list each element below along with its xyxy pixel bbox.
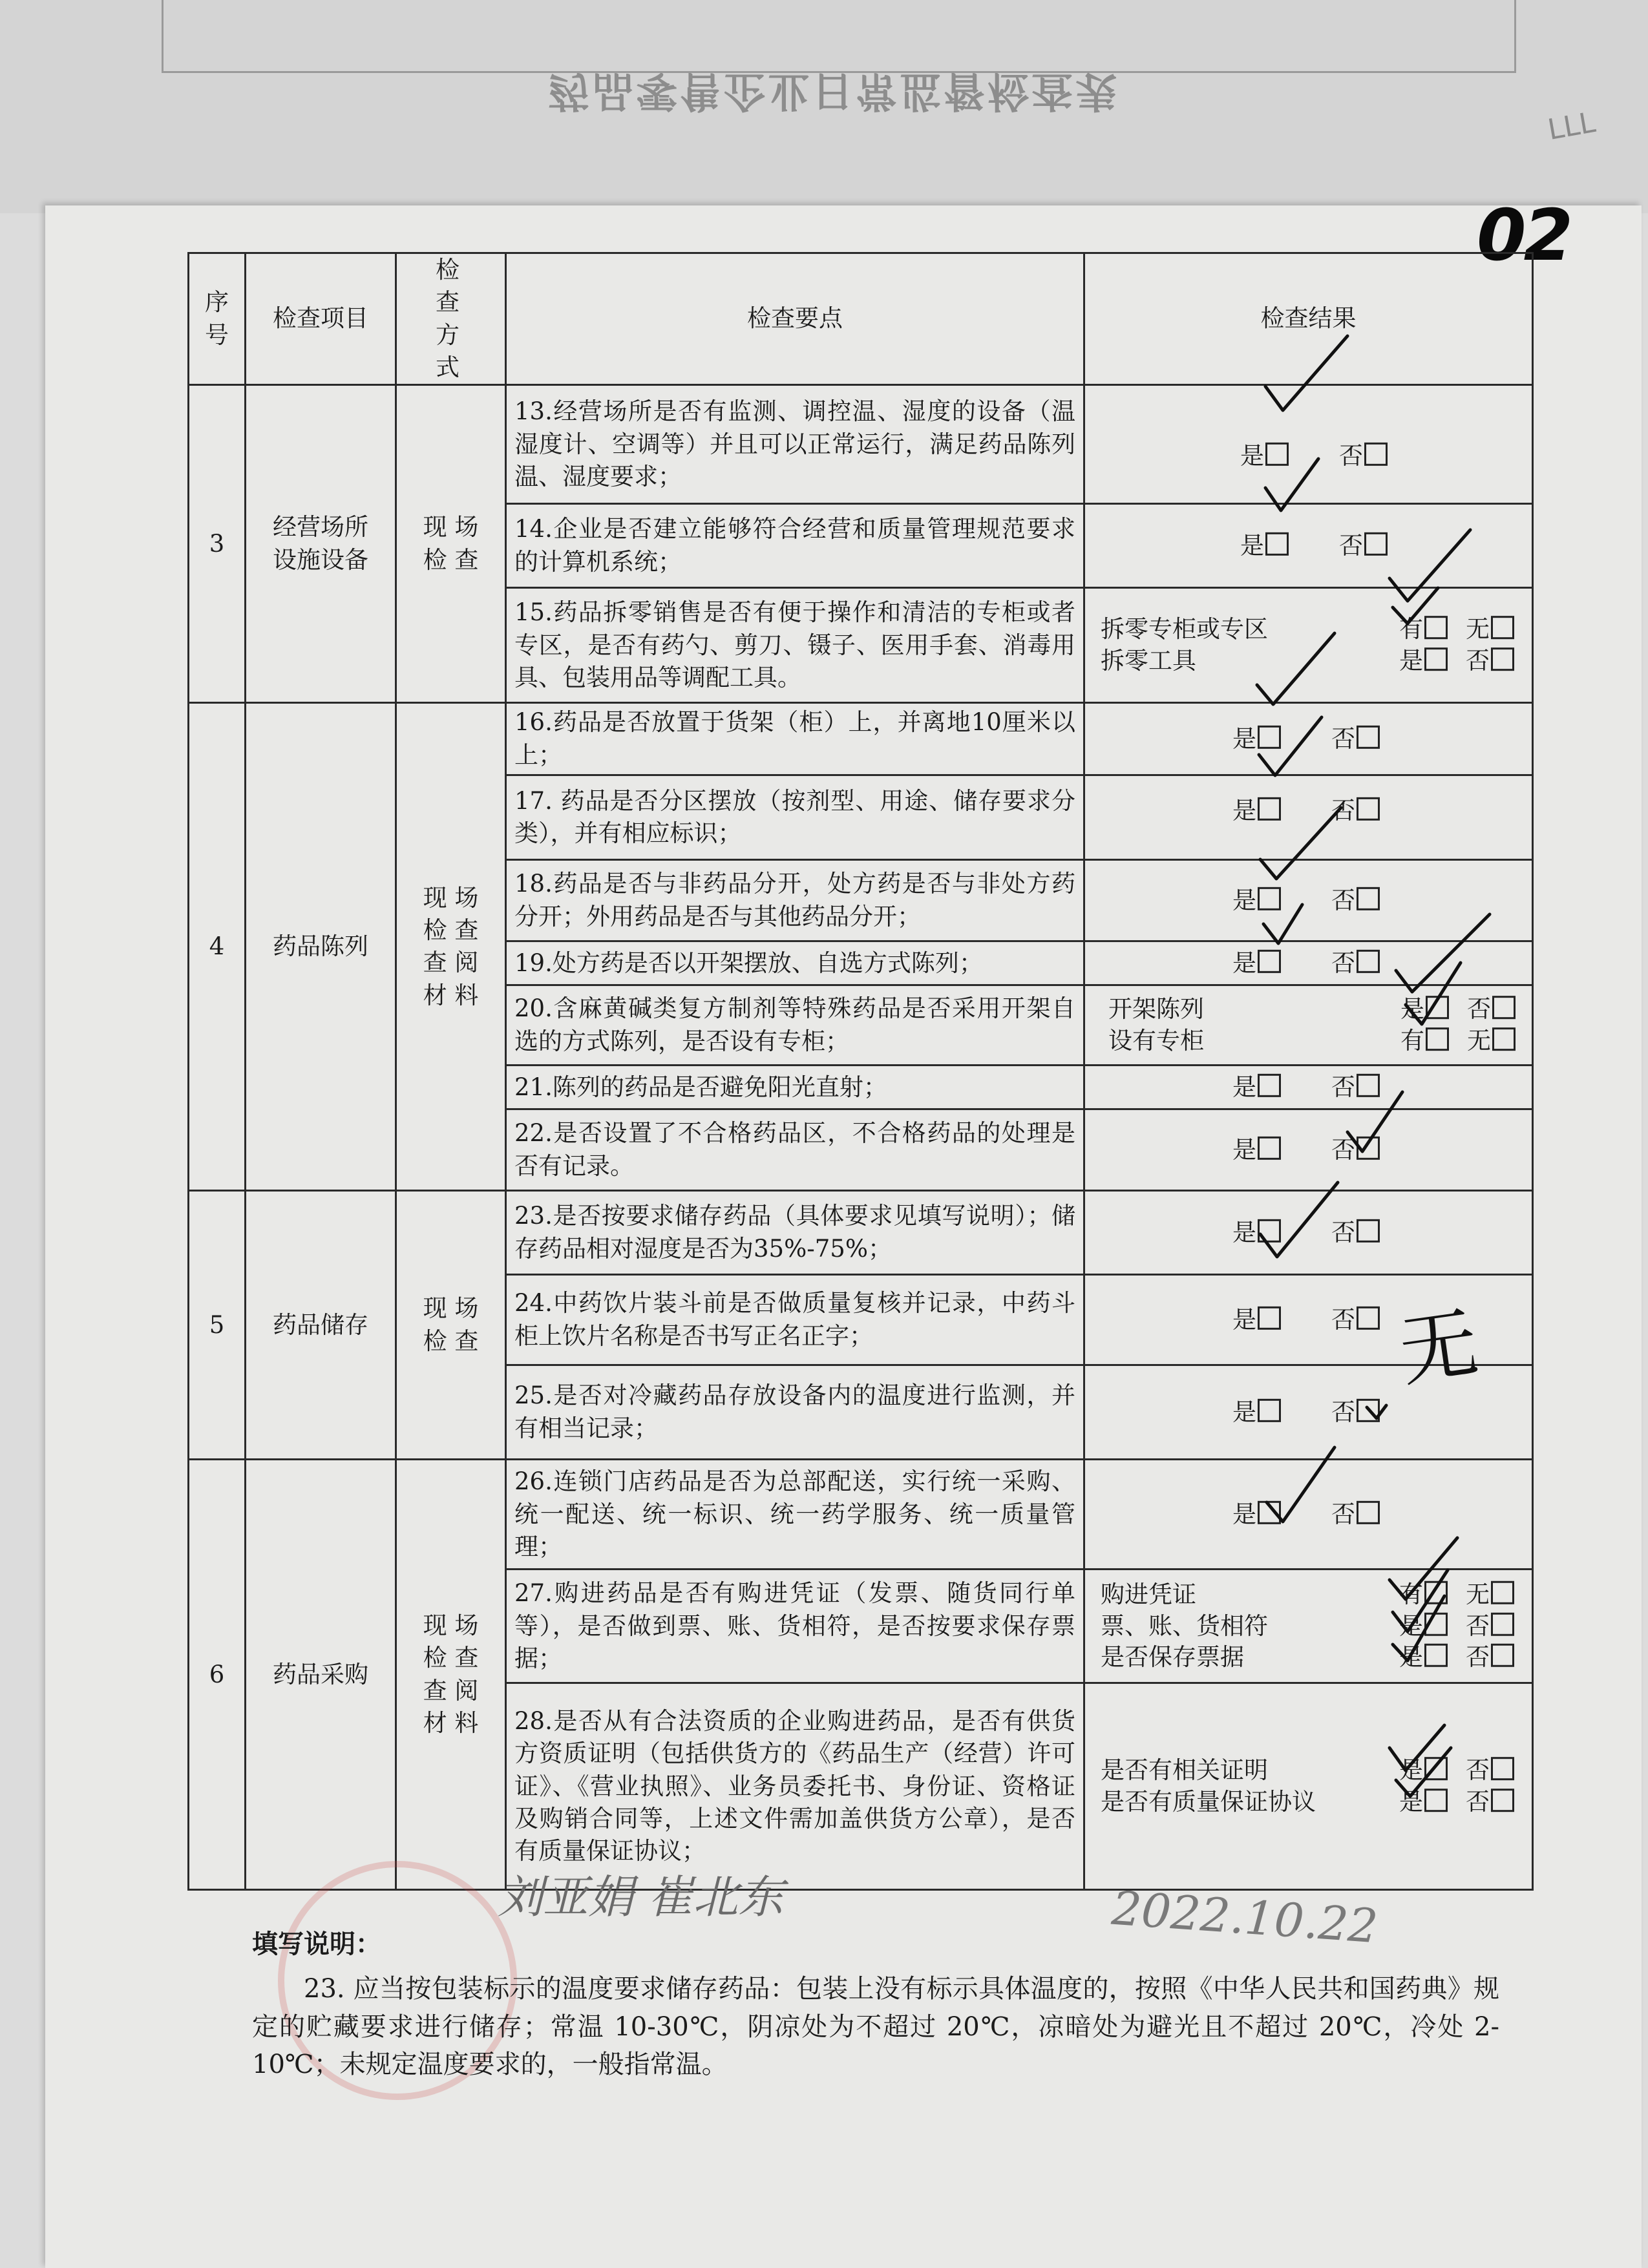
- yes-option[interactable]: 是: [1232, 1071, 1281, 1104]
- point-21: 21.陈列的药品是否避免阳光直射；: [506, 1066, 1084, 1109]
- checkbox[interactable]: [1258, 1137, 1281, 1160]
- checkbox[interactable]: [1426, 996, 1449, 1019]
- result-20: [1084, 985, 1533, 1066]
- yes-option[interactable]: 是: [1232, 885, 1281, 917]
- result-23: [1084, 1191, 1533, 1275]
- checkbox[interactable]: [1424, 1612, 1448, 1635]
- checkbox[interactable]: [1491, 1789, 1514, 1812]
- table-row: [189, 385, 1533, 504]
- point-14: 14.企业是否建立能够符合经营和质量管理规范要求的计算机系统；: [506, 504, 1084, 588]
- handwritten-date: 2022.10.22: [1110, 1880, 1380, 1954]
- have-option[interactable]: 有: [1399, 1579, 1448, 1611]
- checkbox[interactable]: [1424, 1757, 1448, 1780]
- checkbox[interactable]: [1357, 1307, 1380, 1330]
- checkbox[interactable]: [1258, 887, 1281, 910]
- result-17: [1084, 775, 1533, 860]
- header-method: 检查方式: [396, 253, 506, 385]
- point-13: 13.经营场所是否有监测、调控温、湿度的设备（温湿度计、空调等）并且可以正常运行，满足药品陈列温、湿度要求；: [506, 385, 1084, 504]
- checkbox[interactable]: [1424, 647, 1448, 671]
- checkbox[interactable]: [1364, 443, 1388, 466]
- no-option[interactable]: 否: [1331, 1217, 1380, 1249]
- point-24: 24.中药饮片装斗前是否做质量复核并记录，中药斗柜上饮片名称是否书写正名正字；: [506, 1275, 1084, 1365]
- checkbox[interactable]: [1491, 616, 1514, 639]
- checkbox[interactable]: [1357, 950, 1380, 973]
- no-option[interactable]: 否: [1466, 1610, 1514, 1642]
- checkbox[interactable]: [1426, 1027, 1449, 1051]
- result-25: [1084, 1365, 1533, 1460]
- result-16: [1084, 703, 1533, 775]
- checkbox[interactable]: [1357, 797, 1380, 821]
- no-option[interactable]: 否: [1467, 994, 1516, 1025]
- table-row: [189, 1460, 1533, 1570]
- no-option[interactable]: 否: [1331, 885, 1380, 917]
- point-26: 26.连锁门店药品是否为总部配送，实行统一采购、统一配送、统一标识、统一药学服务、统一质量管理；: [506, 1460, 1084, 1570]
- point-19: 19.处方药是否以开架摆放、自选方式陈列；: [506, 941, 1084, 985]
- top-right-scribble: LLL: [1545, 106, 1598, 147]
- point-17: 17. 药品是否分区摆放（按剂型、用途、储存要求分类），并有相应标识；: [506, 775, 1084, 860]
- underlying-sheet-title: 药品零售企业日常监督检查表: [548, 67, 1119, 115]
- yes-option[interactable]: 是: [1399, 1642, 1448, 1674]
- point-27: 27.购进药品是否有购进凭证（发票、随货同行单等），是否做到票、账、货相符，是否按要求保存票据；: [506, 1570, 1084, 1683]
- no-option[interactable]: 否: [1466, 646, 1514, 677]
- sub-label: 拆零工具: [1101, 646, 1196, 675]
- inspection-table: [187, 252, 1534, 1891]
- checkbox[interactable]: [1258, 1307, 1281, 1330]
- yes-option[interactable]: 是: [1232, 723, 1281, 755]
- checkbox[interactable]: [1258, 1399, 1281, 1422]
- group-4-method: 现 场 检 查 查 阅 材 料: [396, 703, 506, 1191]
- point-16: 16.药品是否放置于货架（柜）上，并离地10厘米以上；: [506, 703, 1084, 775]
- yes-option[interactable]: 是: [1240, 440, 1289, 472]
- sub-label: 票、账、货相符: [1101, 1612, 1268, 1640]
- result-21: [1084, 1066, 1533, 1109]
- checkbox[interactable]: [1491, 1581, 1514, 1604]
- point-25: 25.是否对冷藏药品存放设备内的温度进行监测，并有相当记录；: [506, 1365, 1084, 1460]
- checkbox[interactable]: [1424, 1581, 1448, 1604]
- header-points: 检查要点: [506, 253, 1084, 385]
- yes-option[interactable]: 是: [1232, 795, 1281, 827]
- checkbox[interactable]: [1491, 1644, 1514, 1667]
- no-option[interactable]: 否: [1331, 795, 1380, 827]
- group-5-method: 现 场 检 查: [396, 1191, 506, 1460]
- result-18: [1084, 860, 1533, 941]
- no-option[interactable]: 否: [1466, 1755, 1514, 1787]
- checkbox[interactable]: [1258, 1219, 1281, 1243]
- handwritten-none-mark: 无: [1394, 1298, 1484, 1398]
- checkbox[interactable]: [1357, 1219, 1380, 1243]
- checkbox[interactable]: [1258, 726, 1281, 749]
- no-option[interactable]: 否: [1331, 1396, 1380, 1429]
- group-5-no: 5: [189, 1191, 246, 1460]
- header-result: 检查结果: [1084, 253, 1533, 385]
- inspector-signature: 刘亚娟 崔北东: [498, 1871, 784, 1924]
- point-20: 20.含麻黄碱类复方制剂等特殊药品是否采用开架自选的方式陈列，是否设有专柜；: [506, 985, 1084, 1066]
- header-no: 序号: [189, 253, 246, 385]
- checkbox[interactable]: [1357, 726, 1380, 749]
- group-6-no: 6: [189, 1460, 246, 1890]
- checkbox[interactable]: [1265, 532, 1289, 556]
- no-option[interactable]: 否: [1466, 1642, 1514, 1674]
- result-27: [1084, 1570, 1533, 1683]
- checkbox[interactable]: [1424, 616, 1448, 639]
- yes-option[interactable]: 是: [1232, 1304, 1281, 1336]
- checkbox[interactable]: [1357, 1501, 1380, 1524]
- group-3-item: 经营场所 设施设备: [246, 385, 396, 703]
- yes-option[interactable]: 是: [1400, 994, 1449, 1025]
- checkbox[interactable]: [1491, 1757, 1514, 1780]
- sub-label: 设有专柜: [1108, 1026, 1204, 1055]
- no-option[interactable]: 否: [1466, 1787, 1514, 1818]
- checkbox[interactable]: [1265, 443, 1289, 466]
- underlying-table-edge: [162, 0, 1516, 73]
- checkbox[interactable]: [1258, 950, 1281, 973]
- checkbox[interactable]: [1258, 1074, 1281, 1097]
- sub-label: 是否有质量保证协议: [1101, 1787, 1316, 1816]
- header-item: 检查项目: [246, 253, 396, 385]
- checkbox[interactable]: [1357, 1137, 1380, 1160]
- sub-label: 购进凭证: [1101, 1580, 1196, 1608]
- result-24: [1084, 1275, 1533, 1365]
- result-28: [1084, 1683, 1533, 1890]
- no-option[interactable]: 否: [1339, 530, 1388, 562]
- yes-option[interactable]: 是: [1232, 1498, 1281, 1531]
- group-4-no: 4: [189, 703, 246, 1191]
- checkbox[interactable]: [1424, 1644, 1448, 1667]
- point-28: 28.是否从有合法资质的企业购进药品，是否有供货方资质证明（包括供货方的《药品生产（经营）许可证》、《营业执照》、业务员委托书、身份证、资格证及购销合同等，上述文件需加盖供货方公章），是否有质量保证协议；: [506, 1683, 1084, 1890]
- yes-option[interactable]: 是: [1399, 1787, 1448, 1818]
- point-23: 23.是否按要求储存药品（具体要求见填写说明）；储存药品相对湿度是否为35%-75%；: [506, 1191, 1084, 1275]
- group-6-method: 现 场 检 查 查 阅 材 料: [396, 1460, 506, 1890]
- underlying-sheet: [0, 0, 1648, 213]
- checkbox[interactable]: [1357, 1074, 1380, 1097]
- yes-option[interactable]: 是: [1232, 1134, 1281, 1166]
- yes-option[interactable]: 是: [1240, 530, 1289, 562]
- filling-instructions: [252, 1926, 1499, 2084]
- point-22: 22.是否设置了不合格药品区，不合格药品的处理是否有记录。: [506, 1109, 1084, 1191]
- checkbox[interactable]: [1357, 1399, 1380, 1422]
- no-option[interactable]: 否: [1331, 1304, 1380, 1336]
- checkbox[interactable]: [1491, 1612, 1514, 1635]
- checkbox[interactable]: [1491, 647, 1514, 671]
- checkbox[interactable]: [1258, 797, 1281, 821]
- group-6-item: 药品采购: [246, 1460, 396, 1890]
- none-option[interactable]: 无: [1466, 1579, 1514, 1611]
- sub-label: 开架陈列: [1108, 994, 1204, 1023]
- checkbox[interactable]: [1357, 887, 1380, 910]
- no-option[interactable]: 否: [1339, 440, 1388, 472]
- checkbox[interactable]: [1492, 1027, 1516, 1051]
- checkbox[interactable]: [1492, 996, 1516, 1019]
- sub-label: 是否保存票据: [1101, 1643, 1244, 1672]
- group-3-method: 现 场 检 查: [396, 385, 506, 703]
- result-14: [1084, 504, 1533, 588]
- sub-label: 拆零专柜或专区: [1101, 614, 1268, 643]
- none-option[interactable]: 无: [1467, 1025, 1516, 1057]
- checkbox[interactable]: [1424, 1789, 1448, 1812]
- result-13: [1084, 385, 1533, 504]
- yes-option[interactable]: 是: [1399, 646, 1448, 677]
- have-option[interactable]: 有: [1399, 614, 1448, 646]
- result-22: [1084, 1109, 1533, 1191]
- no-option[interactable]: 否: [1331, 947, 1380, 980]
- table-row: [189, 1191, 1533, 1275]
- page-number: 02: [1477, 194, 1571, 277]
- none-option[interactable]: 无: [1466, 614, 1514, 646]
- no-option[interactable]: 否: [1331, 723, 1380, 755]
- group-3-no: 3: [189, 385, 246, 703]
- point-15: 15.药品拆零销售是否有便于操作和清洁的专柜或者专区，是否有药勺、剪刀、镊子、医用手套、消毒用具、包装用品等调配工具。: [506, 588, 1084, 703]
- instructions-text: 23. 应当按包装标示的温度要求储存药品：包装上没有标示具体温度的，按照《中华人民共和国药典》规定的贮藏要求进行储存；常温 10-30℃，阴凉处为不超过 20℃，凉暗处为避光且不超过 20℃，冷处 2-10℃；未规定温度要求的，一般指常温。: [252, 1973, 1499, 2080]
- checkbox[interactable]: [1364, 532, 1388, 556]
- yes-option[interactable]: 是: [1399, 1610, 1448, 1642]
- group-5-item: 药品储存: [246, 1191, 396, 1460]
- table-row: [189, 703, 1533, 775]
- sub-label: 是否有相关证明: [1101, 1756, 1268, 1784]
- have-option[interactable]: 有: [1400, 1025, 1449, 1057]
- no-option[interactable]: 否: [1331, 1498, 1380, 1531]
- group-4-item: 药品陈列: [246, 703, 396, 1191]
- no-option[interactable]: 否: [1331, 1071, 1380, 1104]
- point-18: 18.药品是否与非药品分开，处方药是否与非处方药分开；外用药品是否与其他药品分开；: [506, 860, 1084, 941]
- instructions-title: 填写说明：: [252, 1929, 381, 1959]
- yes-option[interactable]: 是: [1232, 1217, 1281, 1249]
- result-15: [1084, 588, 1533, 703]
- table-header-row: [189, 253, 1533, 385]
- yes-option[interactable]: 是: [1399, 1755, 1448, 1787]
- yes-option[interactable]: 是: [1232, 1396, 1281, 1429]
- result-19: [1084, 941, 1533, 985]
- no-option[interactable]: 否: [1331, 1134, 1380, 1166]
- result-26: [1084, 1460, 1533, 1570]
- yes-option[interactable]: 是: [1232, 947, 1281, 980]
- checkbox[interactable]: [1258, 1501, 1281, 1524]
